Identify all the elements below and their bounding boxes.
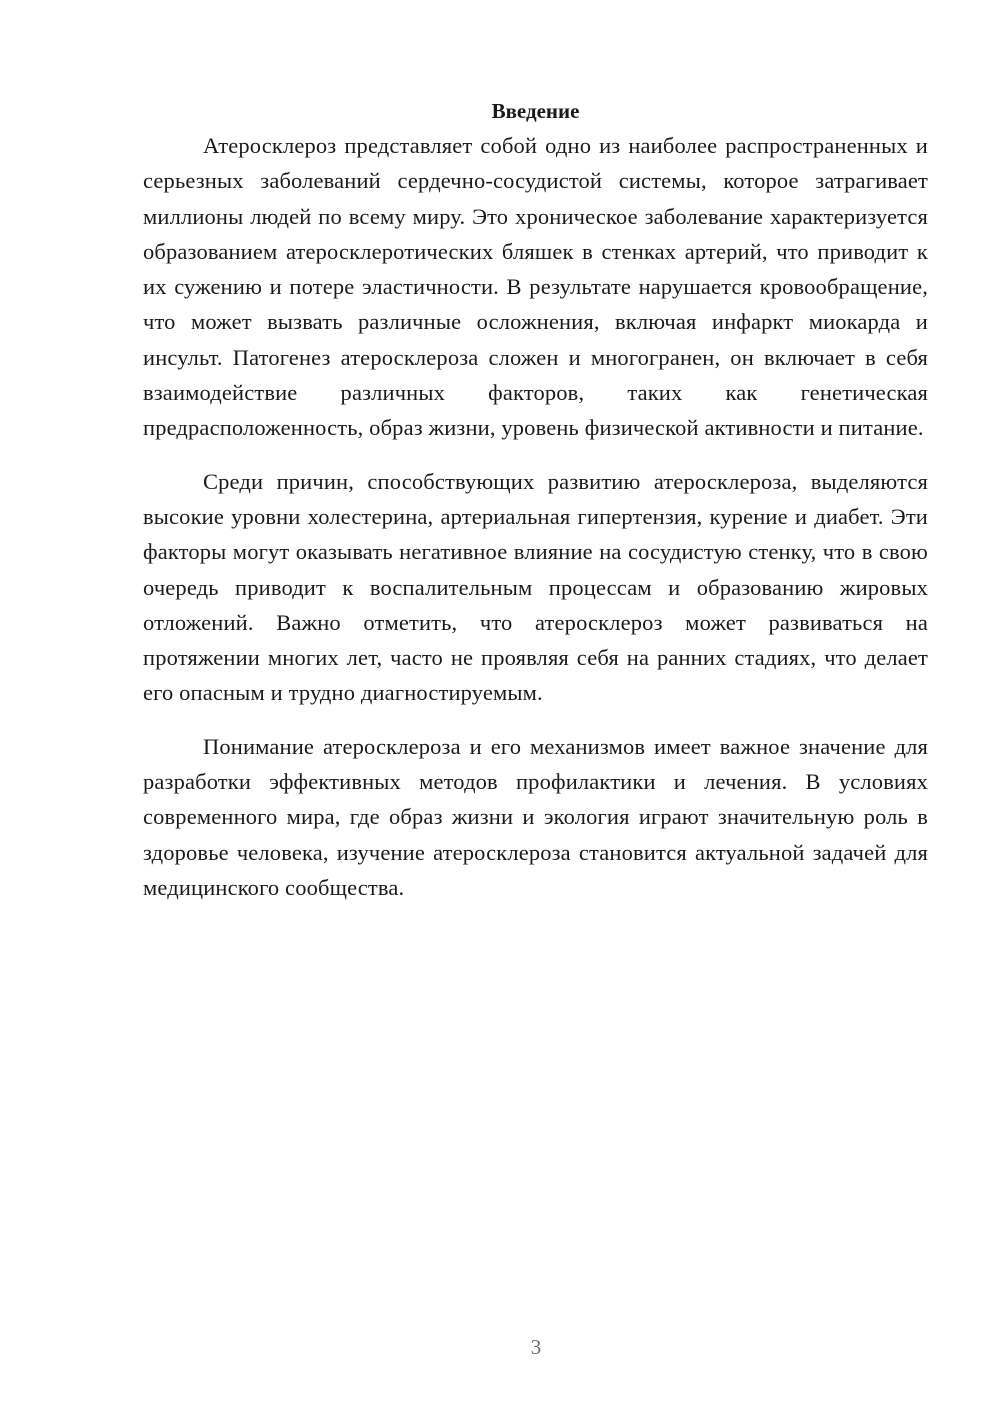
section-heading: Введение — [491, 99, 580, 123]
paragraph-2: Среди причин, способствующих развитию атеросклероза, выделяются высокие уровни холестерина, артериальная гипертензия, курение и диабет. Эти факторы могут оказывать негативное влияние на сосудистую стенку, что в свою очередь приводит к воспалительным процессам и образованию жировых отложений. Важно отметить, что атеросклероз может развиваться на протяжении многих лет, часто не проявляя себя на ранних стадиях, что делает его опасным и трудно диагностируемым. — [143, 468, 928, 706]
document-page — [143, 96, 928, 905]
page-number: 3 — [530, 1335, 542, 1359]
paragraph-1: Атеросклероз представляет собой одно из наиболее распространенных и серьезных заболеваний сердечно-сосудистой системы, которое затрагивает миллионы людей по всему миру. Это хроническое заболевание характеризуется образованием атеросклеротических бляшек в стенках артерий, что приводит к их сужению и потере эластичности. В результате нарушается кровообращение, что может вызвать различные осложнения, включая инфаркт миокарда и инсульт. Патогенез атеросклероза сложен и многогранен, он включает в себя взаимодействие различных факторов, таких как генетическая предрасположенность, образ жизни, уровень физической активности и питание. — [143, 133, 928, 441]
paragraph-3: Понимание атеросклероза и его механизмов имеет важное значение для разработки эффективных методов профилактики и лечения. В условиях современного мира, где образ жизни и экология играют значительную роль в здоровье человека, изучение атеросклероза становится актуальной задачей для медицинского сообщества. — [143, 733, 928, 900]
